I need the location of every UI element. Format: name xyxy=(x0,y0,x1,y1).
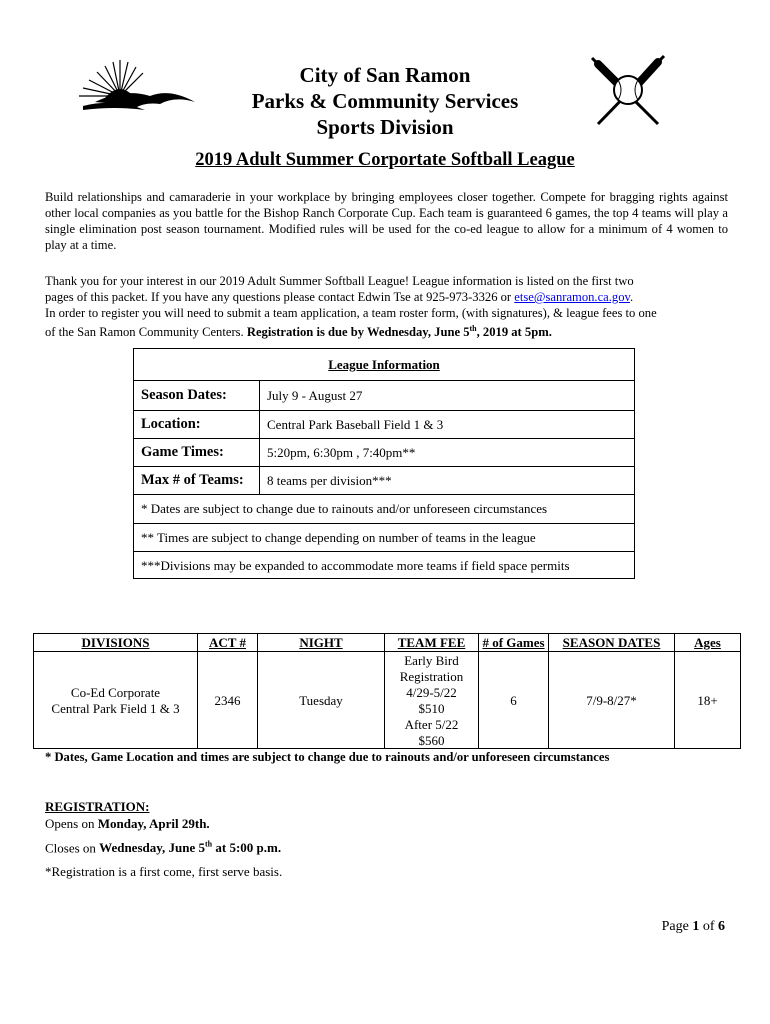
table-header: SEASON DATES xyxy=(562,635,661,650)
col-ages xyxy=(675,634,740,748)
info-label: Location: xyxy=(134,411,260,438)
org-title-division: Sports Division xyxy=(316,115,454,139)
registration-heading: REGISTRATION: xyxy=(45,799,150,814)
org-title-city: City of San Ramon xyxy=(299,63,471,87)
division-cell: Co-Ed Corporate Central Park Field 1 & 3 xyxy=(34,651,197,749)
league-info-heading: League Information xyxy=(328,357,440,372)
contact-line-2: pages of this packet. If you have any questions please contact Edwin Tse at 925-973-3326 or etse@sanramon.ca.gov. xyxy=(45,290,634,304)
divisions-footnote: * Dates, Game Location and times are subject to change due to rainouts and/or unforeseen circumstances xyxy=(45,750,610,764)
registration-closes: Closes on Wednesday, June 5th at 5:00 p.m. xyxy=(45,840,282,856)
ages-cell: 18+ xyxy=(675,651,740,749)
org-title-department: Parks & Community Services xyxy=(251,89,519,113)
info-row-location xyxy=(134,410,634,438)
divisions-table xyxy=(33,633,741,749)
info-value: 8 teams per division*** xyxy=(267,472,392,488)
info-label: Max # of Teams: xyxy=(134,467,260,494)
col-games xyxy=(479,634,549,748)
info-value: Central Park Baseball Field 1 & 3 xyxy=(267,416,444,432)
table-header: TEAM FEE xyxy=(397,635,466,650)
info-value: 5:20pm, 6:30pm , 7:40pm** xyxy=(267,444,416,460)
contact-line-4: of the San Ramon Community Centers. Registration is due by Wednesday, June 5th, 2019 at 5pm. xyxy=(45,324,552,340)
registration-opens: Opens on Monday, April 29th. xyxy=(45,816,210,831)
league-info-table xyxy=(133,348,635,579)
intro-paragraph: Build relationships and camaraderie in your workplace by bringing employees closer together. Compete for bragging rights against other local companies as you battle for the Bishop Ranch Corporate Cup. Each team is guaranteed 6 games, the top 4 teams will play a single elimination post season tournament. Modified rules will be used for the co-ed league to allow for a minimum of 4 women to play at a time. xyxy=(45,190,728,252)
col-act xyxy=(198,634,258,748)
table-header: ACT # xyxy=(209,635,246,650)
info-label: Game Times: xyxy=(134,439,260,466)
col-night xyxy=(258,634,385,748)
email-link[interactable]: etse@sanramon.ca.gov xyxy=(514,290,630,304)
act-cell: 2346 xyxy=(198,651,257,749)
info-note-times: ** Times are subject to change depending on number of teams in the league xyxy=(134,523,634,551)
registration-note: *Registration is a first come, first serve basis. xyxy=(45,864,283,879)
league-title: 2019 Adult Summer Corportate Softball League xyxy=(195,150,575,170)
col-season-dates xyxy=(549,634,675,748)
info-note-dates: * Dates are subject to change due to rainouts and/or unforeseen circumstances xyxy=(134,494,634,523)
night-cell: Tuesday xyxy=(258,651,384,749)
info-row-season-dates xyxy=(134,380,634,410)
table-header: DIVISIONS xyxy=(81,635,150,650)
table-header: NIGHT xyxy=(299,635,343,650)
info-label: Season Dates: xyxy=(134,381,260,410)
registration-deadline: Registration is due by Wednesday, June 5th, 2019 at 5pm. xyxy=(246,324,552,340)
info-note-divisions: ***Divisions may be expanded to accommodate more teams if field space permits xyxy=(134,551,634,579)
info-row-max-teams xyxy=(134,466,634,494)
col-divisions xyxy=(34,634,198,748)
team-fee-cell: Early Bird Registration 4/29-5/22 $510 After 5/22 $560 xyxy=(385,651,478,749)
table-header: # of Games xyxy=(482,635,545,650)
table-header: Ages xyxy=(694,635,721,650)
contact-paragraph xyxy=(45,273,728,340)
col-team-fee xyxy=(385,634,479,748)
games-cell: 6 xyxy=(479,651,548,749)
contact-line-3: In order to register you will need to submit a team application, a team roster form, (with signatures), & league fees to one xyxy=(45,306,657,320)
info-value: July 9 - August 27 xyxy=(267,387,363,403)
season-dates-cell: 7/9-8/27* xyxy=(549,651,674,749)
contact-line-1: Thank you for your interest in our 2019 Adult Summer Softball League! League information is listed on the first two xyxy=(45,274,634,288)
info-row-game-times xyxy=(134,438,634,466)
page-number: Page 1 of 6 xyxy=(661,919,725,934)
